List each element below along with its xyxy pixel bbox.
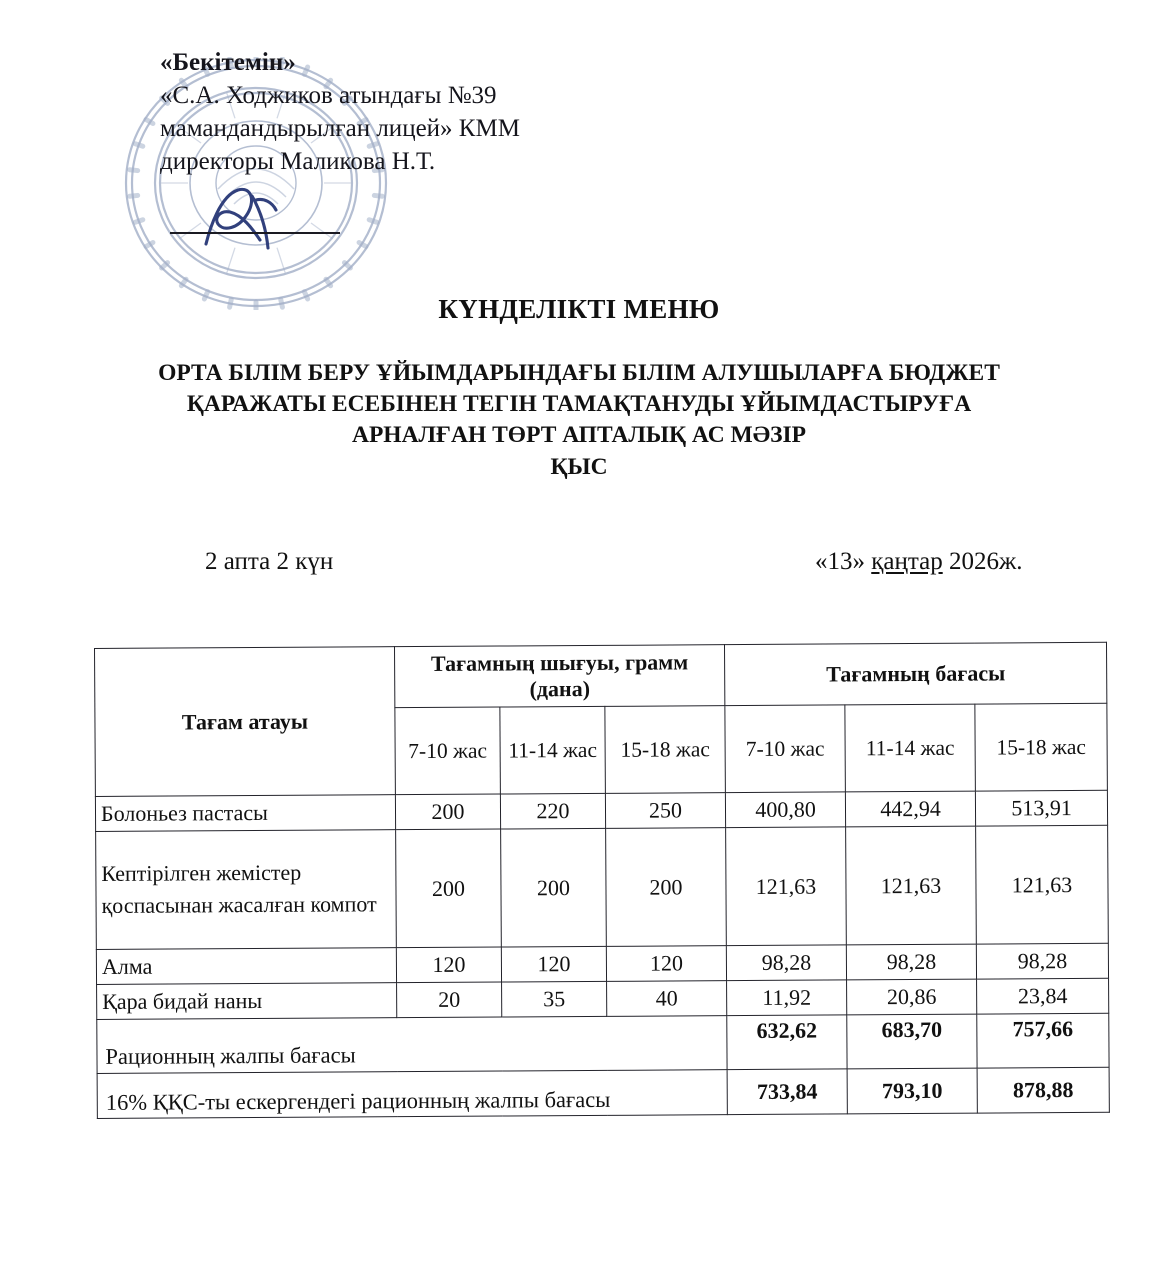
menu-table-body	[95, 790, 1109, 1118]
total-11-14: 683,70	[847, 1014, 977, 1069]
header-group-portion	[394, 645, 724, 708]
total-7-10: 632,62	[727, 1015, 847, 1070]
header-portion-age-11-14: 11-14 жас	[500, 706, 606, 794]
header-dish-name: Тағам атауы	[95, 647, 396, 797]
approval-line-confirm: «Бекітемін»	[160, 49, 296, 76]
signature-rule	[170, 232, 340, 234]
approval-block	[160, 46, 630, 178]
price-15-18: 121,63	[976, 825, 1109, 944]
price-15-18: 513,91	[975, 790, 1107, 826]
dish-name: Қара бидай наны	[97, 983, 397, 1020]
date-day: «13»	[815, 548, 865, 575]
price-11-14: 442,94	[845, 791, 975, 827]
dish-name: Болоньез пастасы	[95, 795, 395, 832]
menu-table-wrap	[94, 642, 1109, 1119]
dish-name: Алма	[96, 948, 396, 985]
portion-7-10: 20	[397, 982, 502, 1018]
menu-table	[94, 642, 1110, 1119]
price-7-10: 11,92	[727, 980, 847, 1016]
date-year: 2026ж.	[948, 548, 1023, 575]
price-7-10: 98,28	[726, 945, 846, 981]
total-with-vat-row	[97, 1067, 1109, 1118]
total-with-vat-7-10: 733,84	[727, 1069, 847, 1115]
portion-7-10: 120	[396, 947, 501, 983]
week-day-label: 2 апта 2 күн	[205, 548, 334, 575]
header-group-price: Тағамның бағасы	[725, 642, 1107, 705]
price-11-14: 121,63	[846, 826, 977, 945]
price-11-14: 98,28	[846, 944, 976, 980]
meta-row	[0, 548, 1158, 588]
header-group-portion-line1: Тағамның шығуы, грамм	[430, 649, 689, 676]
price-15-18: 98,28	[976, 943, 1108, 979]
portion-11-14: 220	[500, 793, 605, 829]
portion-15-18: 40	[607, 981, 727, 1017]
total-with-vat-label: 16% ҚҚС-ты ескергендегі рационның жалпы бағасы	[97, 1070, 727, 1119]
table-row	[96, 825, 1109, 949]
approval-line-entity: мамандандырылған лицей» КММ	[160, 115, 520, 142]
price-11-14: 20,86	[847, 979, 977, 1015]
subtitle-line-2: ҚАРАЖАТЫ ЕСЕБІНЕН ТЕГІН ТАМАҚТАНУДЫ ҰЙЫМДАСТЫРУҒА	[186, 391, 972, 417]
portion-11-14: 200	[501, 828, 607, 947]
signature-icon	[186, 176, 316, 256]
portion-7-10: 200	[395, 794, 500, 830]
header-group-row	[95, 642, 1107, 709]
header-portion-age-15-18: 15-18 жас	[605, 706, 726, 794]
portion-15-18: 200	[606, 828, 727, 947]
header-price-age-11-14: 11-14 жас	[845, 704, 976, 792]
date-label	[815, 548, 1022, 576]
total-label: Рационның жалпы бағасы	[97, 1016, 727, 1074]
total-with-vat-15-18: 878,88	[977, 1067, 1109, 1113]
header-price-age-15-18: 15-18 жас	[975, 703, 1108, 791]
date-month: қаңтар	[871, 548, 943, 575]
portion-15-18: 250	[605, 793, 725, 829]
total-with-vat-11-14: 793,10	[847, 1068, 977, 1114]
document-subtitle	[0, 358, 1158, 483]
header-price-age-7-10: 7-10 жас	[725, 705, 846, 793]
menu-table-head	[95, 642, 1108, 796]
total-15-18: 757,66	[977, 1013, 1109, 1068]
portion-11-14: 120	[501, 946, 606, 982]
portion-11-14: 35	[502, 981, 607, 1017]
portion-7-10: 200	[396, 829, 502, 948]
page-title: КҮНДЕЛІКТІ МЕНЮ	[438, 294, 720, 324]
header-group-portion-line2: (дана)	[529, 675, 591, 702]
approval-line-director: директоры Маликова Н.Т.	[160, 148, 436, 175]
approval-line-school: «С.А. Ходжиков атындағы №39	[160, 82, 497, 109]
subtitle-line-3: АРНАЛҒАН ТӨРТ АПТАЛЫҚ АС МӘЗІР	[351, 422, 807, 448]
price-7-10: 400,80	[725, 792, 845, 828]
price-7-10: 121,63	[726, 827, 847, 946]
portion-15-18: 120	[606, 946, 726, 982]
header-portion-age-7-10: 7-10 жас	[395, 707, 501, 795]
price-15-18: 23,84	[977, 978, 1109, 1014]
dish-name: Кептірілген жемістер қоспасынан жасалған компот	[96, 830, 397, 950]
total-row	[97, 1013, 1109, 1073]
subtitle-line-1: ОРТА БІЛІМ БЕРУ ҰЙЫМДАРЫНДАҒЫ БІЛІМ АЛУШЫЛАРҒА БЮДЖЕТ	[158, 360, 1000, 386]
season-label: ҚЫС	[550, 454, 608, 480]
